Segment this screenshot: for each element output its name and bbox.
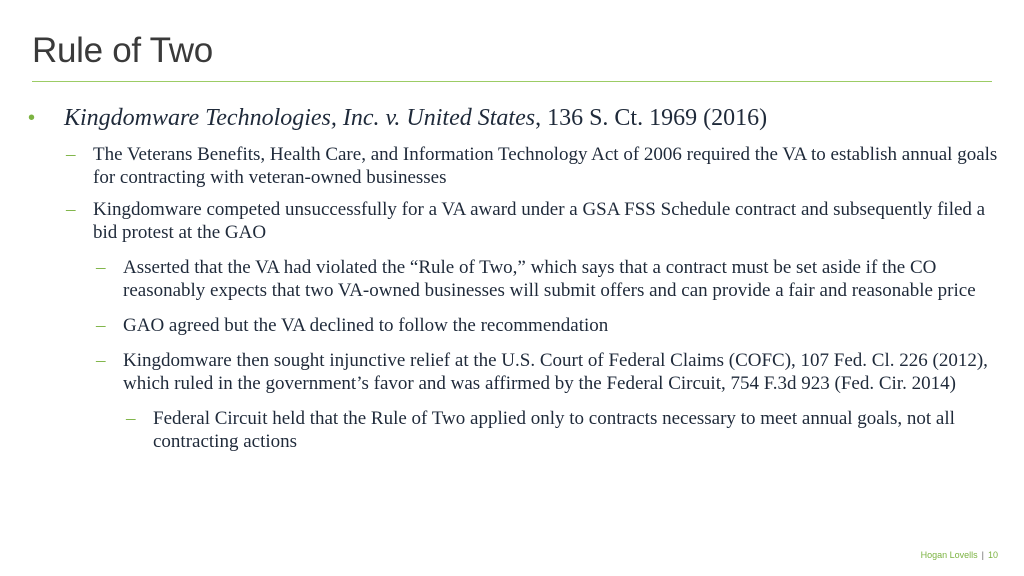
subpoint-gao-agreed [28, 314, 998, 337]
point-act-of-2006 [28, 143, 998, 189]
subsubpoint-federal-circuit [28, 407, 998, 453]
footer-brand: Hogan Lovells [920, 550, 978, 560]
slide-footer [921, 550, 998, 560]
dash-marker: – [126, 408, 136, 429]
subpoint-rule-of-two [28, 256, 998, 302]
bullet-marker: • [28, 107, 36, 129]
footer-separator: | [981, 550, 984, 560]
page-number: 10 [987, 550, 998, 560]
dash-marker: – [66, 199, 76, 220]
bullet-case [28, 102, 998, 134]
case-name: Kingdomware Technologies, Inc. v. United States [64, 105, 536, 131]
title-divider [32, 81, 992, 82]
dash-marker: – [96, 257, 106, 278]
dash-marker: – [96, 350, 106, 371]
dash-marker: – [66, 144, 76, 165]
subpoint-text: Kingdomware then sought injunctive relief at the U.S. Court of Federal Claims (COFC), 107 Fed. Cl. 226 (2012), which ruled in the government’s favor and was affirmed by the Federal Circuit, 754 F.3d 923 (Fed. Cir. 2014) [123, 350, 988, 394]
subpoint-text: Asserted that the VA had violated the “Rule of Two,” which says that a contract must be set aside if the CO reasonably expects that two VA-owned businesses will submit offers and can provide a fair and reasonable price [123, 257, 976, 301]
point-bid-protest [28, 198, 998, 244]
subpoint-cofc [28, 349, 998, 395]
case-citation: , 136 S. Ct. 1969 (2016) [535, 105, 768, 131]
dash-marker: – [96, 315, 106, 336]
slide-content [28, 102, 998, 453]
point-text: Kingdomware competed unsuccessfully for a VA award under a GSA FSS Schedule contract and subsequently filed a bid protest at the GAO [93, 199, 986, 243]
slide-title: Rule of Two [32, 31, 213, 70]
subsubpoint-text: Federal Circuit held that the Rule of Two applied only to contracts necessary to meet annual goals, not all contracting actions [153, 408, 955, 452]
subpoint-text: GAO agreed but the VA declined to follow the recommendation [123, 315, 609, 336]
point-text: The Veterans Benefits, Health Care, and Information Technology Act of 2006 required the VA to establish annual goals for contracting with veteran-owned businesses [93, 144, 998, 188]
